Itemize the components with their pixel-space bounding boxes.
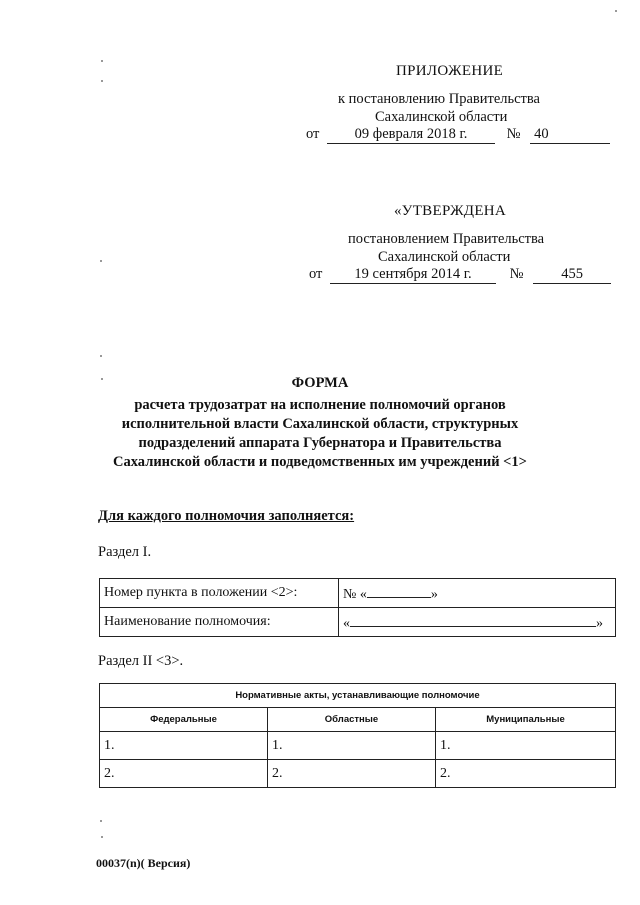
- approved-line-2: Сахалинской области: [378, 249, 511, 265]
- table-caption: Нормативные акты, устанавливающие полномочие: [100, 684, 616, 708]
- authority-name-field[interactable]: [339, 608, 616, 637]
- table-row: [100, 579, 616, 608]
- table-caption-row: [100, 684, 616, 708]
- scan-speck: [101, 60, 103, 62]
- scan-speck: [100, 820, 102, 822]
- scan-speck: [101, 80, 103, 82]
- cell-municipal-2[interactable]: 2.: [436, 760, 616, 788]
- section-1-title: Раздел I.: [98, 544, 152, 560]
- point-number-suffix: »: [430, 587, 438, 602]
- appendix-title: ПРИЛОЖЕНИЕ: [396, 63, 504, 79]
- point-number-label: Номер пункта в положении <2>:: [100, 579, 339, 608]
- footer-version: 00037(n)( Версия): [96, 856, 191, 870]
- approved-date: 19 сентября 2014 г.: [330, 266, 496, 284]
- table-row: [100, 760, 616, 788]
- cell-municipal-1[interactable]: 1.: [436, 732, 616, 760]
- column-municipal: Муниципальные: [436, 708, 616, 732]
- approved-from-label: от: [309, 266, 323, 282]
- form-subtitle-line-3: подразделений аппарата Губернатора и Правительства: [138, 435, 502, 451]
- point-number-prefix: № «: [343, 587, 367, 602]
- cell-regional-2[interactable]: 2.: [268, 760, 436, 788]
- appendix-date: 09 февраля 2018 г.: [327, 126, 495, 144]
- appendix-number: 40: [530, 126, 610, 144]
- approved-line-1: постановлением Правительства: [348, 231, 545, 247]
- scan-speck: [101, 836, 103, 838]
- table-row: [100, 608, 616, 637]
- column-federal: Федеральные: [100, 708, 268, 732]
- appendix-number-label: №: [506, 126, 521, 142]
- section-2-table: [99, 683, 616, 788]
- approved-title: «УТВЕРЖДЕНА: [394, 203, 507, 219]
- form-subtitle-line-2: исполнительной власти Сахалинской области, структурных: [121, 416, 519, 432]
- appendix-line-1: к постановлению Правительства: [338, 91, 540, 107]
- form-subtitle-line-1: расчета трудозатрат на исполнение полномочий органов: [134, 397, 506, 413]
- form-subtitle-line-4: Сахалинской области и подведомственных им учреждений <1>: [113, 454, 527, 470]
- approved-date-line: [309, 265, 611, 284]
- approved-number-label: №: [509, 266, 524, 282]
- appendix-date-line: [306, 125, 610, 144]
- section-2-title: Раздел II <3>.: [98, 653, 184, 669]
- approved-number: 455: [533, 266, 611, 284]
- appendix-line-2: Сахалинской области: [375, 109, 508, 125]
- authority-name-label: Наименование полномочия:: [100, 608, 339, 637]
- scan-speck: [100, 260, 102, 262]
- section-1-table: [99, 578, 616, 637]
- table-row: [100, 732, 616, 760]
- column-regional: Областные: [268, 708, 436, 732]
- scan-speck: [101, 378, 103, 380]
- appendix-from-label: от: [306, 126, 320, 142]
- cell-regional-1[interactable]: 1.: [268, 732, 436, 760]
- authority-name-blank[interactable]: [350, 612, 596, 627]
- point-number-blank[interactable]: [367, 583, 431, 598]
- point-number-field[interactable]: [339, 579, 616, 608]
- scan-speck: [100, 355, 102, 357]
- table-header-row: [100, 708, 616, 732]
- form-title: ФОРМА: [291, 375, 349, 391]
- scan-speck: [615, 10, 617, 12]
- cell-federal-1[interactable]: 1.: [100, 732, 268, 760]
- cell-federal-2[interactable]: 2.: [100, 760, 268, 788]
- authority-name-prefix: «: [343, 616, 350, 631]
- instruction-text: Для каждого полномочия заполняется:: [98, 508, 355, 524]
- authority-name-suffix: »: [596, 616, 603, 631]
